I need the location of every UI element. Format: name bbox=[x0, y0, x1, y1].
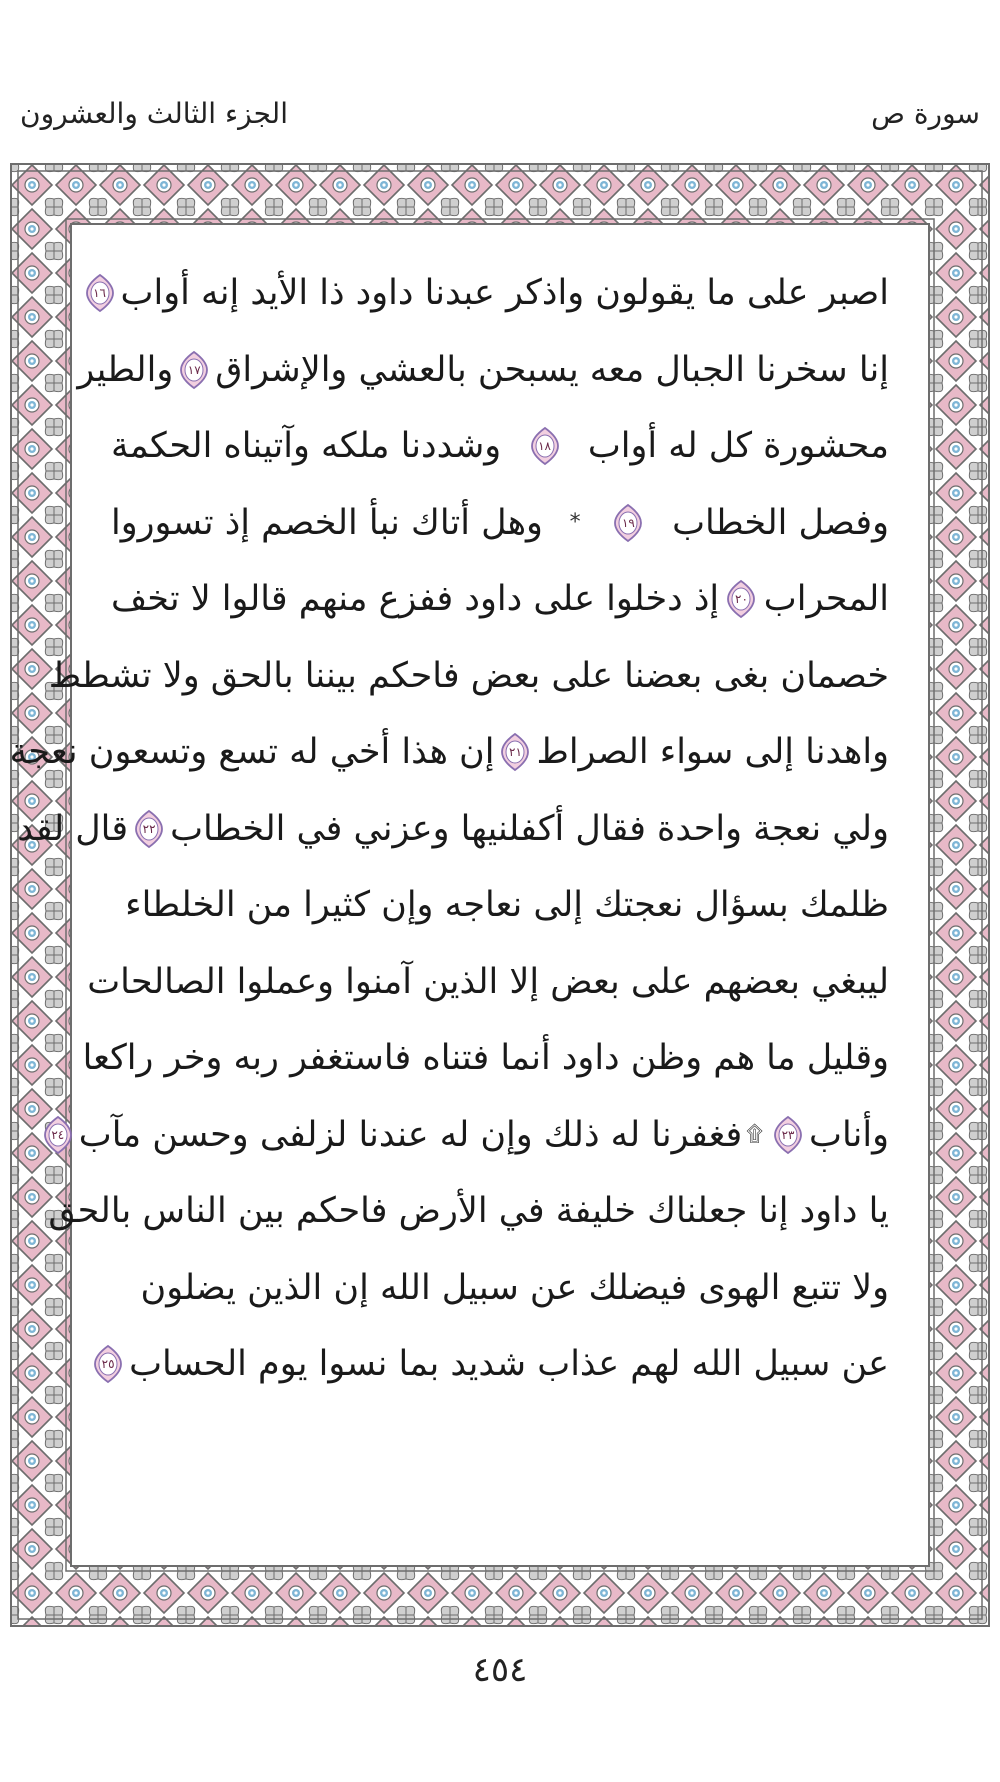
ayah-number-marker bbox=[500, 733, 530, 771]
verse-text: إن هذا أخي له تسع وتسعون نعجة bbox=[9, 732, 495, 773]
verse-text: ليبغي بعضهم على بعض إلا الذين آمنوا وعملوا الصالحات bbox=[87, 961, 889, 1002]
verse-text: ولي نعجة واحدة فقال أكفلنيها وعزني في الخطاب bbox=[170, 808, 889, 849]
ayah-number-marker bbox=[773, 1116, 803, 1154]
verse-text: وشددنا ملكه وآتيناه الحكمة bbox=[111, 426, 502, 467]
text-line bbox=[87, 944, 889, 1021]
ayah-number-marker bbox=[93, 1345, 123, 1383]
verse-text: وقليل ما هم وظن داود أنما فتناه فاستغفر ربه وخر راكعا bbox=[82, 1038, 889, 1079]
juz-name: الجزء الثالث والعشرون bbox=[20, 96, 288, 130]
ayah-number: ٢٥ bbox=[101, 1357, 115, 1372]
text-line bbox=[111, 867, 889, 944]
text-line bbox=[111, 561, 889, 638]
verse-text: عن سبيل الله لهم عذاب شديد بما نسوا يوم الحساب bbox=[129, 1344, 889, 1385]
sajda-icon: ۩ bbox=[746, 1122, 764, 1148]
verse-text: إنا سخرنا الجبال معه يسبحن بالعشي والإشراق bbox=[215, 349, 889, 390]
text-line bbox=[111, 1250, 889, 1327]
ayah-number-marker bbox=[179, 351, 209, 389]
text-line bbox=[111, 485, 889, 562]
ayah-number: ٢١ bbox=[509, 745, 522, 760]
text-line bbox=[48, 638, 889, 715]
verse-text: فغفرنا له ذلك وإن له عندنا لزلفى وحسن مآب bbox=[78, 1114, 743, 1155]
verse-text: إذ دخلوا على داود ففزع منهم قالوا لا تخف bbox=[111, 579, 720, 620]
ayah-number-marker bbox=[134, 810, 164, 848]
ayah-number-marker bbox=[726, 580, 756, 618]
verse-text: اصبر على ما يقولون واذكر عبدنا داود ذا الأيد إنه أواب bbox=[120, 273, 889, 314]
text-line bbox=[9, 714, 889, 791]
text-line bbox=[17, 791, 889, 868]
verse-text: قال لقد bbox=[17, 808, 129, 849]
quran-text-block bbox=[9, 227, 927, 1563]
ayah-number: ١٦ bbox=[93, 286, 106, 301]
verse-text: واهدنا إلى سواء الصراط bbox=[536, 732, 889, 773]
verse-text: محشورة كل له أواب bbox=[587, 426, 889, 467]
verse-text: ظلمك بسؤال نعجتك إلى نعاجه وإن كثيرا من الخلطاء bbox=[125, 885, 889, 926]
text-line bbox=[51, 1097, 889, 1174]
verse-text: وهل أتاك نبأ الخصم إذ تسوروا bbox=[111, 502, 543, 543]
ayah-number-marker bbox=[530, 427, 560, 465]
ayah-number: ١٨ bbox=[538, 439, 551, 454]
ayah-number: ٢٣ bbox=[781, 1127, 795, 1142]
page-number: ٤٥٤ bbox=[472, 1650, 528, 1690]
text-line bbox=[111, 408, 889, 485]
ayah-number: ٢٠ bbox=[735, 592, 748, 607]
ayah-number: ١٧ bbox=[187, 362, 201, 377]
verse-text: خصمان بغى بعضنا على بعض فاحكم بيننا بالحق ولا تشطط bbox=[48, 655, 889, 696]
verse-text: المحراب bbox=[763, 579, 889, 620]
hizb-marker-icon: * bbox=[569, 510, 581, 536]
verse-text: والطير bbox=[77, 349, 174, 390]
ayah-number-marker bbox=[43, 1116, 73, 1154]
surah-name: سورة ص bbox=[871, 96, 980, 130]
text-line bbox=[77, 332, 889, 409]
ayah-number: ٢٤ bbox=[51, 1127, 65, 1142]
ayah-number: ٢٢ bbox=[142, 821, 156, 836]
ayah-number-marker bbox=[613, 504, 643, 542]
text-line bbox=[82, 1020, 889, 1097]
page-header bbox=[20, 88, 980, 138]
ornamental-frame bbox=[10, 163, 990, 1627]
text-line bbox=[101, 1326, 889, 1403]
verse-text: وفصل الخطاب bbox=[672, 502, 889, 543]
ayah-number: ١٩ bbox=[621, 515, 635, 530]
verse-text: وأناب bbox=[809, 1114, 889, 1155]
ayah-number-marker bbox=[85, 274, 115, 312]
verse-text: ولا تتبع الهوى فيضلك عن سبيل الله إن الذين يضلون bbox=[140, 1267, 889, 1308]
text-line bbox=[93, 255, 889, 332]
text-line bbox=[48, 1173, 889, 1250]
verse-text: يا داود إنا جعلناك خليفة في الأرض فاحكم بين الناس بالحق bbox=[48, 1191, 889, 1232]
